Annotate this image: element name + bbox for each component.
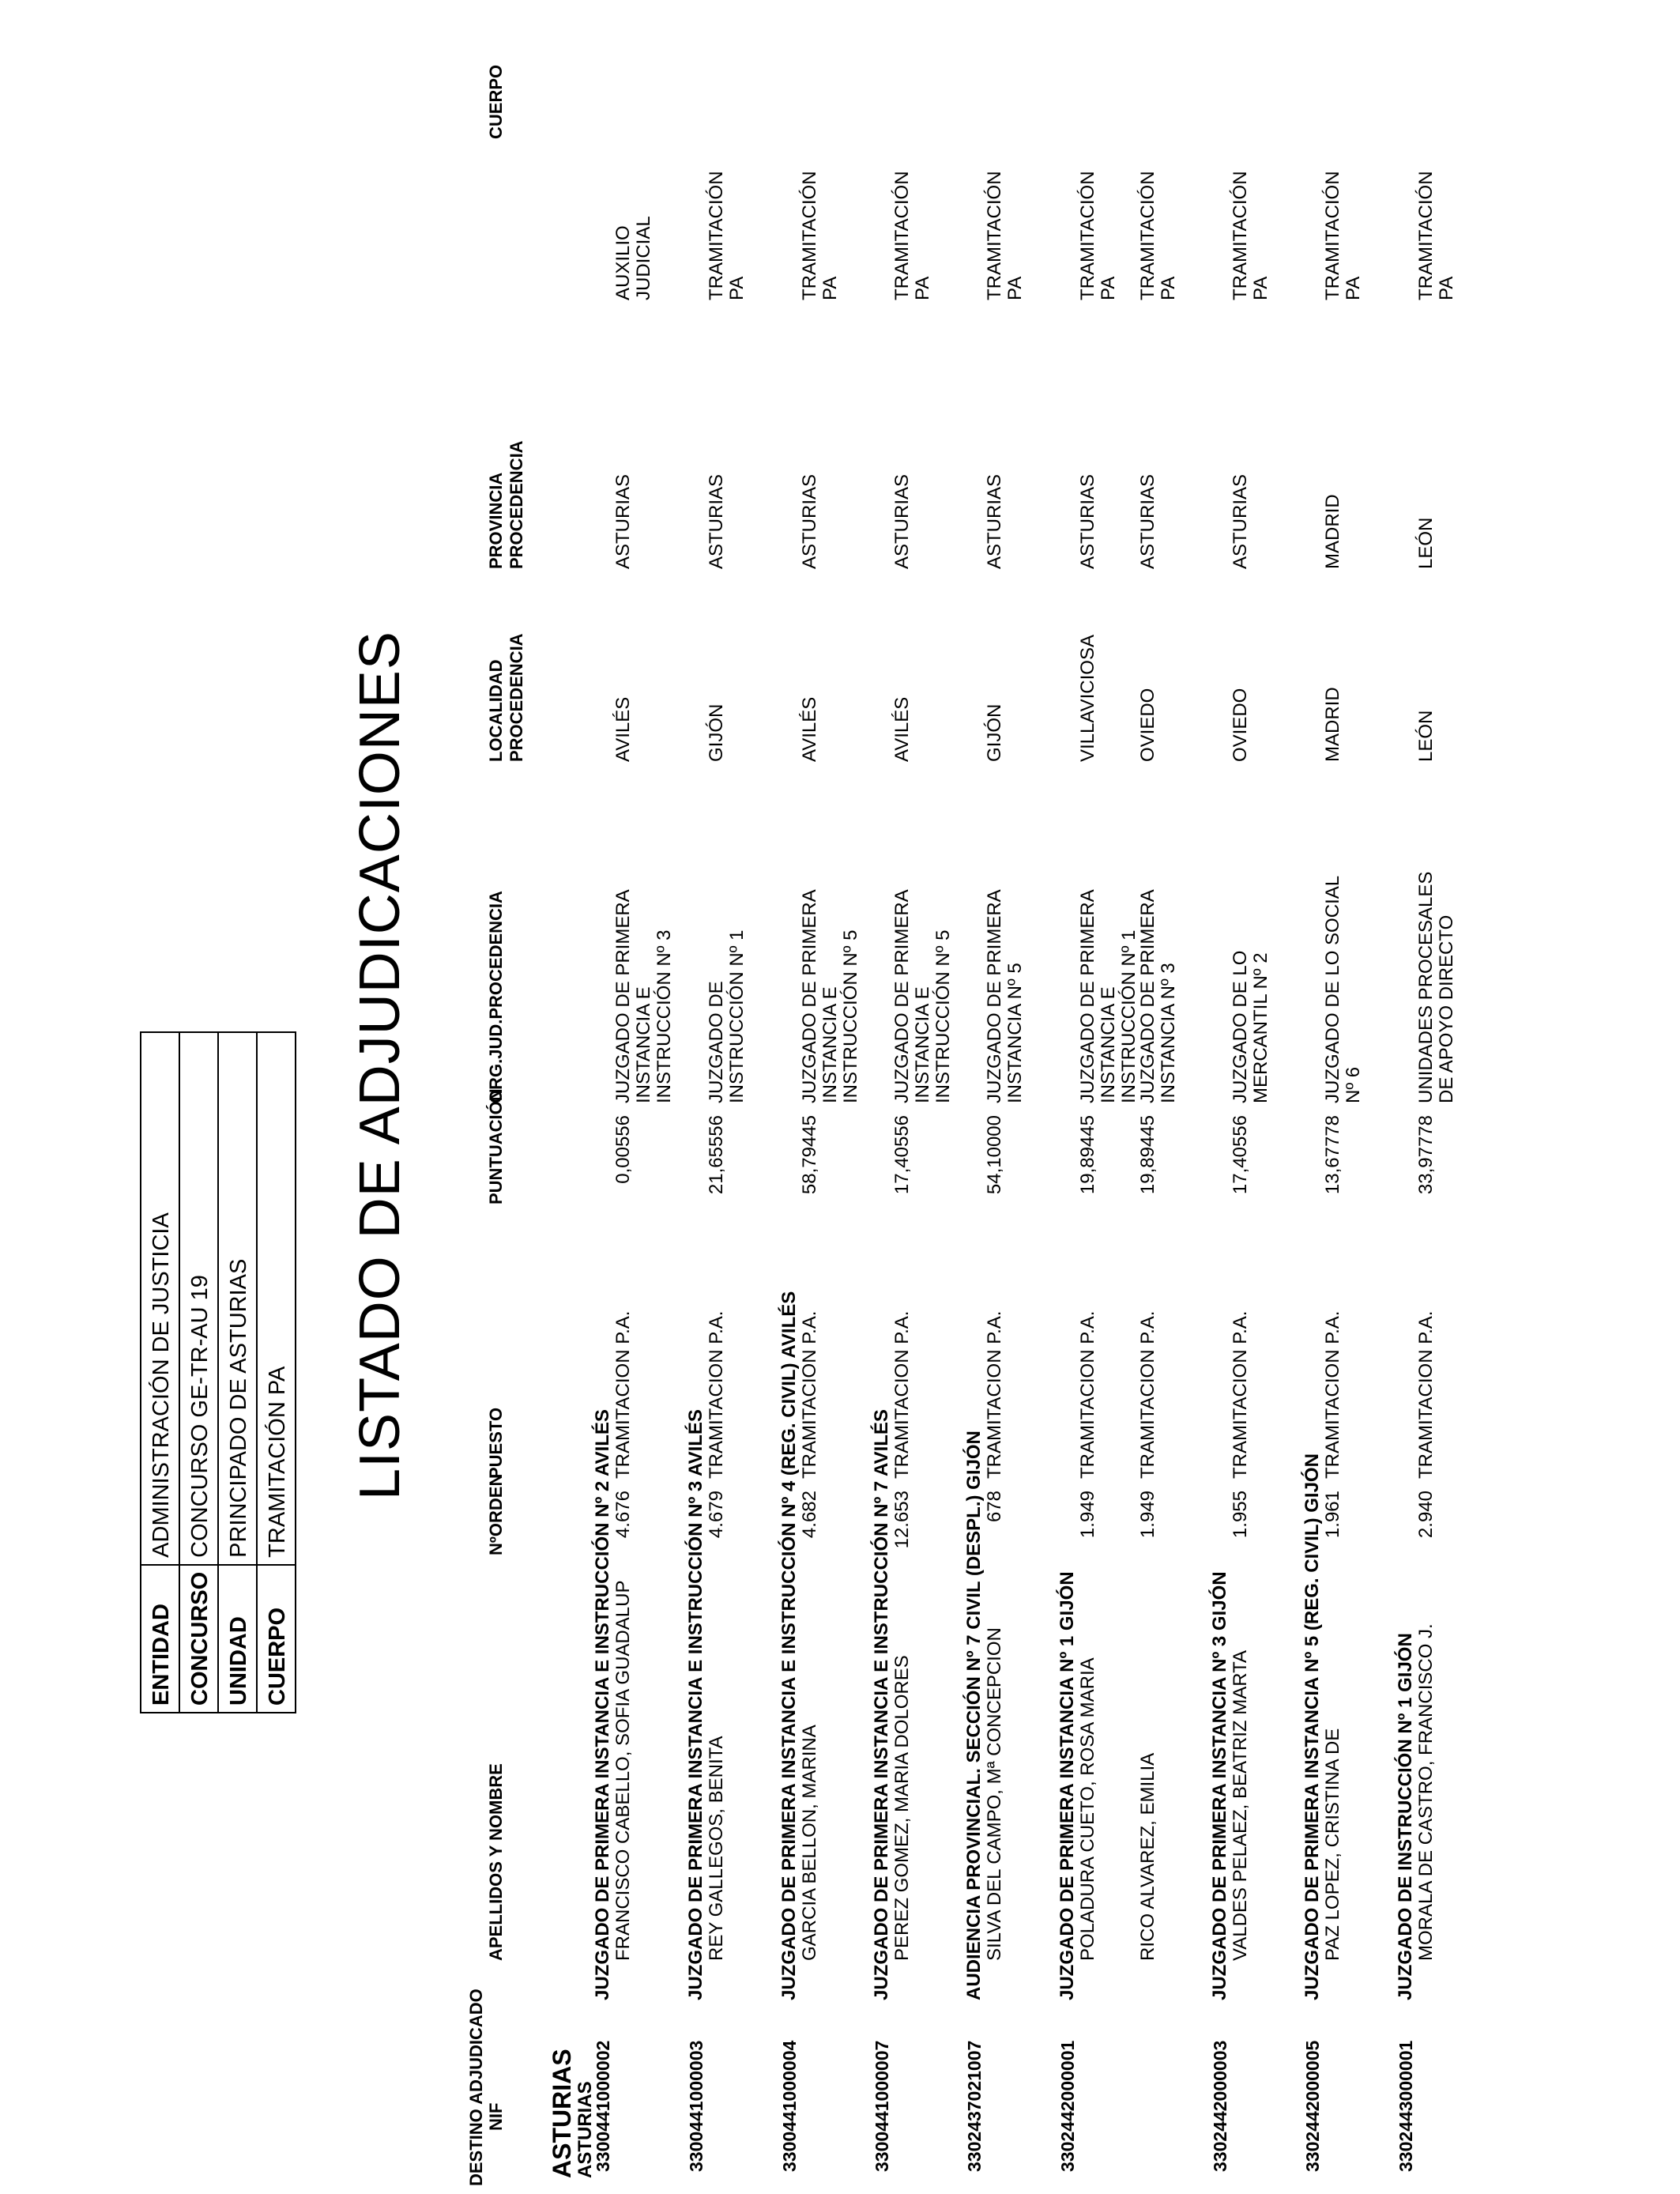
cell-cuerpo: TRAMITACIÓN PA <box>1415 171 1457 300</box>
cell-localidad: GIJÓN <box>706 703 727 762</box>
header-value: TRAMITACIÓN PA <box>257 1032 296 1565</box>
cell-cuerpo: TRAMITACIÓN PA <box>1137 171 1179 300</box>
cell-cuerpo: TRAMITACIÓN PA <box>891 171 933 300</box>
cell-cuerpo: TRAMITACIÓN PA <box>706 171 748 300</box>
cell-orden: 12.653 <box>891 1491 913 1549</box>
cell-puntuacion: 17,40556 <box>1230 1115 1251 1195</box>
col-header-localidad-line2: PROCEDENCIA <box>507 633 526 762</box>
cell-cuerpo: TRAMITACIÓN PA <box>984 171 1026 300</box>
cell-org: JUZGADO DE PRIMERA INSTANCIA E INSTRUCCIÓN Nº 3 <box>612 890 675 1103</box>
cell-provincia: ASTURIAS <box>1137 473 1158 569</box>
cell-org: UNIDADES PROCESALES DE APOYO DIRECTO <box>1415 871 1457 1103</box>
cell-apellidos: REY GALLEGOS, BENITA <box>706 1736 727 1961</box>
col-header-nif: NIF <box>486 2102 506 2131</box>
header-row-cuerpo <box>257 1032 296 1713</box>
cell-orden: 4.682 <box>799 1491 820 1539</box>
destino-name: JUZGADO DE PRIMERA INSTANCIA E INSTRUCCIÓN Nº 2 AVILÉS <box>592 1409 613 2000</box>
header-key: ENTIDAD <box>141 1565 179 1713</box>
cell-orden: 1.955 <box>1230 1491 1251 1539</box>
destino-name: JUZGADO DE PRIMERA INSTANCIA Nº 3 GIJÓN <box>1209 1571 1230 2000</box>
cell-puesto: TRAMITACION P.A. <box>984 1310 1005 1479</box>
cell-cuerpo: TRAMITACIÓN PA <box>799 171 841 300</box>
destino-name: JUZGADO DE INSTRUCCIÓN Nº 1 GIJÓN <box>1395 1633 1416 2000</box>
cell-localidad: GIJÓN <box>984 703 1005 762</box>
cell-puesto: TRAMITACION P.A. <box>1230 1310 1251 1479</box>
cell-org: JUZGADO DE PRIMERA INSTANCIA E INSTRUCCIÓN Nº 1 <box>1077 890 1139 1103</box>
header-value: ADMINISTRACIÓN DE JUSTICIA <box>141 1032 179 1565</box>
cell-apellidos: PEREZ GOMEZ, MARIA DOLORES <box>891 1655 913 1961</box>
cell-puesto: TRAMITACION P.A. <box>1077 1310 1098 1479</box>
col-header-apellidos: APELLIDOS Y NOMBRE <box>486 1763 506 1961</box>
cell-puntuacion: 19,89445 <box>1137 1115 1158 1195</box>
cell-orden: 678 <box>984 1491 1005 1523</box>
cell-org: JUZGADO DE PRIMERA INSTANCIA Nº 3 <box>1137 890 1179 1103</box>
destino-nif: 3302442000003 <box>1210 2040 1230 2172</box>
destino-nif: 3302443000001 <box>1396 2040 1416 2172</box>
destino-nif: 3300441000003 <box>686 2040 706 2172</box>
cell-apellidos: RICO ALVAREZ, EMILIA <box>1137 1752 1158 1961</box>
header-key: CONCURSO <box>179 1565 218 1713</box>
cell-provincia: ASTURIAS <box>612 473 634 569</box>
document-title: LISTADO DE ADJUDICACIONES <box>348 631 412 1500</box>
destino-nif: 3300441000002 <box>593 2040 613 2172</box>
destino-name: JUZGADO DE PRIMERA INSTANCIA E INSTRUCCIÓN Nº 3 AVILÉS <box>685 1409 706 2000</box>
cell-puntuacion: 13,67778 <box>1322 1115 1343 1195</box>
cell-puntuacion: 33,97778 <box>1415 1115 1437 1195</box>
cell-provincia: ASTURIAS <box>984 473 1005 569</box>
col-header-norden: NºORDEN <box>486 1473 506 1555</box>
cell-org: JUZGADO DE PRIMERA INSTANCIA E INSTRUCCIÓN Nº 5 <box>799 890 861 1103</box>
cell-provincia: ASTURIAS <box>891 473 913 569</box>
col-header-org: ORG.JUD.PROCEDENCIA <box>486 891 506 1103</box>
destino-nif: 3302442000005 <box>1302 2040 1323 2172</box>
cell-puesto: TRAMITACION P.A. <box>1415 1310 1437 1479</box>
col-header-cuerpo: CUERPO <box>486 64 506 139</box>
destino-name: AUDIENCIA PROVINCIAL. SECCIÓN Nº 7 CIVIL (DESPL.) GIJÓN <box>963 1431 985 2000</box>
col-header-localidad <box>486 633 527 762</box>
col-header-localidad-line1: LOCALIDAD <box>486 659 506 762</box>
province-heading: ASTURIAS <box>548 2049 576 2178</box>
cell-puntuacion: 17,40556 <box>891 1115 913 1195</box>
header-key: UNIDAD <box>218 1565 257 1713</box>
cell-org: JUZGADO DE PRIMERA INSTANCIA Nº 5 <box>984 890 1026 1103</box>
cell-puesto: TRAMITACION P.A. <box>1322 1310 1343 1479</box>
cell-localidad: AVILÉS <box>891 696 913 762</box>
cell-localidad: AVILÉS <box>799 696 820 762</box>
col-header-destino: DESTINO ADJUDICADO <box>466 1989 486 2186</box>
cell-apellidos: VALDES PELAEZ, BEATRIZ MARTA <box>1230 1650 1251 1961</box>
cell-localidad: OVIEDO <box>1230 688 1251 762</box>
col-header-provincia <box>486 440 527 569</box>
cell-localidad: LEÓN <box>1415 710 1437 762</box>
cell-puntuacion: 58,79445 <box>799 1115 820 1195</box>
cell-apellidos: MORALA DE CASTRO, FRANCISCO J. <box>1415 1623 1437 1961</box>
cell-orden: 1.949 <box>1137 1491 1158 1539</box>
header-info-table <box>140 1031 296 1713</box>
destino-name: JUZGADO DE PRIMERA INSTANCIA Nº 1 GIJÓN <box>1057 1571 1078 2000</box>
subprovince-heading: ASTURIAS <box>574 2081 596 2178</box>
cell-apellidos: POLADURA CUETO, ROSA MARIA <box>1077 1657 1098 1961</box>
header-row-unidad <box>218 1032 257 1713</box>
cell-provincia: ASTURIAS <box>1077 473 1098 569</box>
cell-cuerpo: TRAMITACIÓN PA <box>1077 171 1119 300</box>
cell-puesto: TRAMITACION P.A. <box>612 1310 634 1479</box>
cell-localidad: VILLAVICIOSA <box>1077 635 1098 762</box>
cell-org: JUZGADO DE LO MERCANTIL Nº 2 <box>1230 950 1271 1103</box>
destino-name: JUZGADO DE PRIMERA INSTANCIA E INSTRUCCIÓN Nº 7 AVILÉS <box>871 1409 892 2000</box>
header-value: PRINCIPADO DE ASTURIAS <box>218 1032 257 1565</box>
cell-org: JUZGADO DE INSTRUCCIÓN Nº 1 <box>706 929 748 1103</box>
header-key: CUERPO <box>257 1565 296 1713</box>
cell-org: JUZGADO DE PRIMERA INSTANCIA E INSTRUCCIÓN Nº 5 <box>891 890 954 1103</box>
cell-puesto: TRAMITACION P.A. <box>706 1310 727 1479</box>
destino-nif: 3300441000007 <box>872 2040 892 2172</box>
cell-puntuacion: 19,89445 <box>1077 1115 1098 1195</box>
cell-org: JUZGADO DE LO SOCIAL Nº 6 <box>1322 876 1364 1103</box>
cell-puntuacion: 21,65556 <box>706 1115 727 1195</box>
cell-puesto: TRAMITACION P.A. <box>891 1310 913 1479</box>
cell-provincia: ASTURIAS <box>706 473 727 569</box>
cell-puesto: TRAMITACION P.A. <box>799 1310 820 1479</box>
cell-orden: 4.679 <box>706 1491 727 1539</box>
cell-orden: 2.940 <box>1415 1491 1437 1539</box>
cell-orden: 1.949 <box>1077 1491 1098 1539</box>
cell-puesto: TRAMITACION P.A. <box>1137 1310 1158 1479</box>
col-header-puesto: PUESTO <box>486 1407 506 1479</box>
destino-nif: 3300441000004 <box>779 2040 800 2172</box>
header-value: CONCURSO GE-TR-AU 19 <box>179 1032 218 1565</box>
cell-provincia: ASTURIAS <box>799 473 820 569</box>
col-header-puntuacion: PUNTUACIÓN <box>486 1088 506 1204</box>
cell-provincia: ASTURIAS <box>1230 473 1251 569</box>
cell-apellidos: SILVA DEL CAMPO, Mª CONCEPCION <box>984 1627 1005 1961</box>
col-header-provincia-line2: PROCEDENCIA <box>507 440 526 569</box>
cell-provincia: MADRID <box>1322 494 1343 569</box>
col-header-provincia-line1: PROVINCIA <box>486 472 506 569</box>
destino-name: JUZGADO DE PRIMERA INSTANCIA E INSTRUCCIÓN Nº 4 (REG. CIVIL) AVILÉS <box>778 1291 800 2000</box>
cell-localidad: AVILÉS <box>612 696 634 762</box>
header-row-entidad <box>141 1032 179 1713</box>
cell-apellidos: GARCIA BELLON, MARINA <box>799 1725 820 1961</box>
destino-name: JUZGADO DE PRIMERA INSTANCIA Nº 5 (REG. CIVIL) GIJÓN <box>1301 1453 1323 2000</box>
cell-provincia: LEÓN <box>1415 517 1437 569</box>
destino-nif: 3302437021007 <box>964 2040 985 2172</box>
cell-localidad: OVIEDO <box>1137 688 1158 762</box>
cell-orden: 4.676 <box>612 1491 634 1539</box>
cell-cuerpo: AUXILIO JUDICIAL <box>612 216 654 300</box>
cell-puntuacion: 0,00556 <box>612 1115 634 1184</box>
header-row-concurso <box>179 1032 218 1713</box>
cell-apellidos: PAZ LOPEZ, CRISTINA DE <box>1322 1728 1343 1961</box>
destino-nif: 3302442000001 <box>1057 2040 1078 2172</box>
cell-cuerpo: TRAMITACIÓN PA <box>1322 171 1364 300</box>
cell-puntuacion: 54,10000 <box>984 1115 1005 1195</box>
cell-orden: 1.961 <box>1322 1491 1343 1539</box>
cell-localidad: MADRID <box>1322 687 1343 762</box>
cell-apellidos: FRANCISCO CABELLO, SOFIA GUADALUP <box>612 1580 634 1961</box>
cell-cuerpo: TRAMITACIÓN PA <box>1230 171 1271 300</box>
